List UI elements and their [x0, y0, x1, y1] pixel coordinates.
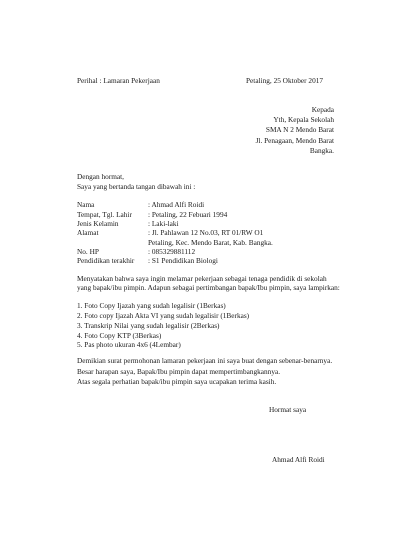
- field-value-gender: : Laki-laki: [148, 219, 179, 228]
- recipient-line: SMA N 2 Mendo Barat: [265, 125, 334, 135]
- field-label-ttl: Tempat, Tgl. Lahir: [77, 210, 132, 219]
- salutation: Dengan hormat,: [77, 172, 125, 181]
- attachment-item: 1. Foto Copy Ijazah yang sudah legalisir (1Berkas): [77, 301, 226, 310]
- recipient-line: Kepada: [311, 105, 334, 114]
- signature-name: Ahmad Alfi Roidi: [272, 455, 325, 464]
- field-label-pendidikan: Pendidikan terakhir: [77, 256, 135, 265]
- field-label-nama: Nama: [77, 200, 95, 209]
- field-value-pendidikan: : S1 Pendidikan Biologi: [148, 256, 218, 265]
- recipient-line: Yth, Kepala Sekolah: [273, 115, 334, 125]
- closing-line-3: Atas segala perhatian bapak/ibu pimpin saya ucapakan terima kasih.: [77, 377, 277, 386]
- regards-text: Hormat saya: [269, 405, 307, 414]
- closing-line-2: Besar harapan saya, Bapak/Ibu pimpin dapat mempertimbangkannya.: [77, 367, 281, 376]
- field-label-hp: No. HP: [77, 247, 99, 256]
- field-value-alamat-cont: Petaling, Kec. Mendo Barat, Kab. Bangka.: [148, 238, 273, 247]
- statement-line-1: Menyatakan bahwa saya ingin melamar pekerjaan sebagai tenaga pendidik di sekolah: [77, 274, 327, 283]
- closing-line-1: Demikian surat permohonan lamaran pekerjaan ini saya buat dengan sebenar-benarnya.: [77, 356, 333, 365]
- attachment-item: 2. Foto copy Ijazah Akta VI yang sudah legalisir (1Berkas): [77, 311, 250, 320]
- recipient-block: [230, 105, 334, 156]
- place-date: Petaling, 25 Oktober 2017: [246, 76, 324, 85]
- field-value-hp: : 085329881112: [148, 247, 196, 256]
- field-value-ttl: : Petaling, 22 Febuari 1994: [148, 210, 228, 219]
- attachment-item: 4. Foto Copy KTP (3Berkas): [77, 331, 162, 340]
- field-label-alamat: Alamat: [77, 228, 99, 237]
- subject-line: Perihal : Lamaran Pekerjaan: [77, 76, 160, 85]
- intro-text: Saya yang bertanda tangan dibawah ini :: [77, 182, 196, 191]
- field-value-alamat: : Jl. Pahlawan 12 No.03, RT 01/RW O1: [148, 228, 264, 237]
- recipient-line: Jl. Penagaan, Mendo Barat: [255, 135, 334, 145]
- recipient-line: Bangka.: [309, 145, 334, 155]
- field-label-gender: Jenis Kelamin: [77, 219, 119, 228]
- attachment-item: 3. Transkrip Nilai yang sudah legalisir (2Berkas): [77, 321, 220, 330]
- statement-line-2: yang bapak/ibu pimpin. Adapun sebagai pertimbangan bapak/Ibu pimpin, saya lampirkan:: [77, 283, 340, 292]
- field-value-nama: : Ahmad Alfi Roidi: [148, 200, 205, 209]
- attachment-item: 5. Pas photo ukuran 4x6 (4Lembar): [77, 340, 181, 349]
